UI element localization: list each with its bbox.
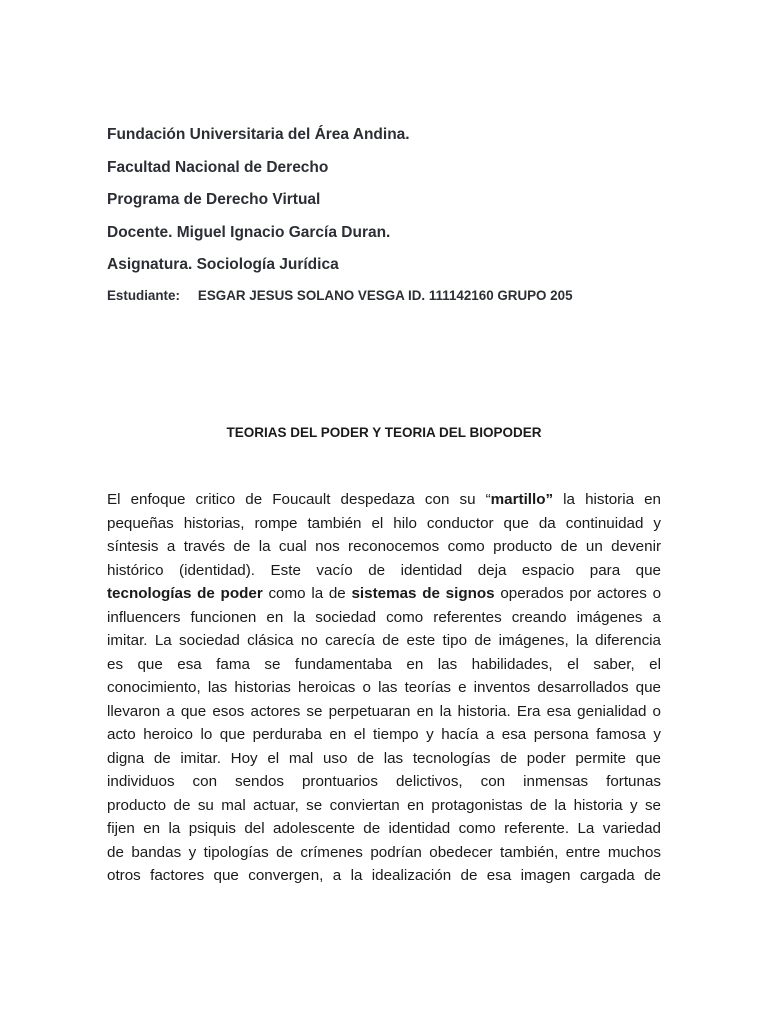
document-title: TEORIAS DEL PODER Y TEORIA DEL BIOPODER <box>226 425 542 440</box>
body-line: imitar. La sociedad clásica no carecía de este tipo de imágenes, la diferencia <box>107 632 661 649</box>
bold-term-martillo: martillo” <box>490 491 554 508</box>
body-line: es que esa fama se fundamentaba en las habilidades, el saber, el <box>107 655 661 673</box>
body-paragraph <box>107 488 661 888</box>
text-run: como la de <box>262 585 352 602</box>
subject-line: Asignatura. Sociología Jurídica <box>107 256 339 273</box>
body-line: histórico (identidad). Este vacío de identidad deja espacio para que <box>107 561 661 579</box>
body-line: digna de imitar. Hoy el mal uso de las tecnologías de poder permite que <box>107 749 661 767</box>
institution-line: Fundación Universitaria del Área Andina. <box>107 126 410 143</box>
body-line: síntesis a través de la cual nos reconocemos como producto de un devenir <box>107 538 661 555</box>
body-line: acto heroico lo que perduraba en el tiempo y hacía a esa persona famosa y <box>107 726 661 743</box>
body-line: pequeñas historias, rompe también el hilo conductor que da continuidad y <box>107 514 661 532</box>
document-header <box>107 125 573 303</box>
body-line: otros factores que convergen, a la idealización de esa imagen cargada de <box>107 867 661 884</box>
bold-term-sistemas: sistemas de signos <box>351 585 495 602</box>
body-line: producto de su mal actuar, se conviertan en protagonistas de la historia y se <box>107 796 661 814</box>
body-line <box>107 582 661 606</box>
text-run: operados por actores o <box>494 585 662 602</box>
student-value: ESGAR JESUS SOLANO VESGA ID. 111142160 GRUPO 205 <box>197 287 573 303</box>
body-line: individuos con sendos prontuarios delictivos, con inmensas fortunas <box>107 773 661 790</box>
program-line: Programa de Derecho Virtual <box>107 191 321 208</box>
bold-term-tecnologias: tecnologías de poder <box>107 585 263 602</box>
body-line: llevaron a que esos actores se perpetuaran en la historia. Era esa genialidad o <box>107 702 661 720</box>
body-line: de bandas y tipologías de crímenes podrían obedecer también, entre muchos <box>107 843 661 861</box>
body-line: fijen en la psiquis del adolescente de identidad como referente. La variedad <box>107 820 661 837</box>
text-run: El enfoque critico de Foucault despedaza con su “ <box>107 491 491 508</box>
teacher-line: Docente. Miguel Ignacio García Duran. <box>107 223 391 241</box>
body-line <box>107 488 661 512</box>
body-line: conocimiento, las historias heroicas o las teorías e inventos desarrollados que <box>107 679 661 696</box>
student-line <box>107 288 573 303</box>
text-run: la historia en <box>553 491 661 508</box>
body-line: influencers funcionen en la sociedad como referentes creando imágenes a <box>107 608 661 626</box>
faculty-line: Facultad Nacional de Derecho <box>107 158 329 176</box>
student-label: Estudiante: <box>107 287 180 303</box>
